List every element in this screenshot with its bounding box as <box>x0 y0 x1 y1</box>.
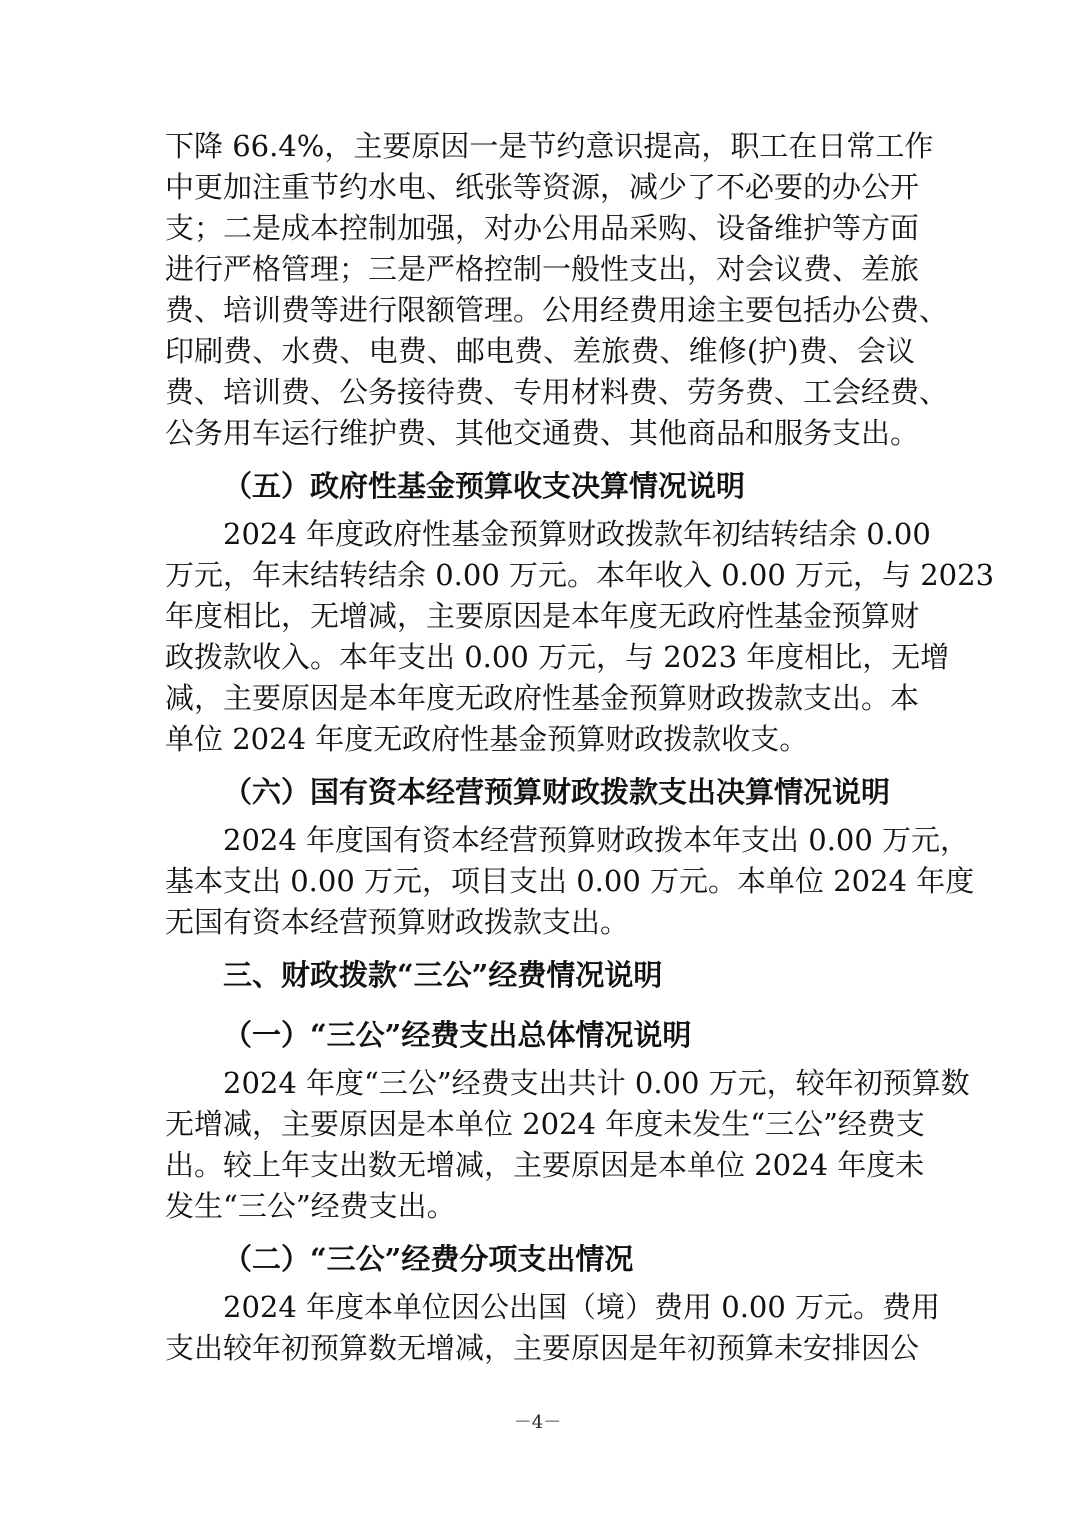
text-line: 2024 年度本单位因公出国（境）费用 0.00 万元。费用 <box>223 1290 941 1324</box>
text-line: 支；二是成本控制加强，对办公用品采购、设备维护等方面 <box>165 211 920 245</box>
paragraph-three-public-overall <box>165 1063 970 1227</box>
text-line: 2024 年度国有资本经营预算财政拨本年支出 0.00 万元， <box>223 823 970 857</box>
text-line: 发生“三公”经费支出。 <box>165 1189 456 1223</box>
paragraph-three-public-items <box>165 1287 941 1369</box>
paragraph-government-fund <box>165 514 995 760</box>
text-line: 费、培训费等进行限额管理。公用经费用途主要包括办公费、 <box>165 293 949 327</box>
text-line: 基本支出 0.00 万元，项目支出 0.00 万元。本单位 2024 年度 <box>165 864 975 898</box>
part-heading-three-public: 三、财政拨款“三公”经费情况说明 <box>223 958 663 992</box>
section-heading-three-public-overall: （一）“三公”经费支出总体情况说明 <box>223 1018 692 1052</box>
text-line: 单位 2024 年度无政府性基金预算财政拨款收支。 <box>165 722 809 756</box>
text-line: 2024 年度政府性基金预算财政拨款年初结转结余 0.00 <box>223 517 931 551</box>
text-line: 政拨款收入。本年支出 0.00 万元，与 2023 年度相比，无增 <box>165 640 950 674</box>
paragraph-public-funds <box>165 126 949 454</box>
text-line: 印刷费、水费、电费、邮电费、差旅费、维修(护)费、会议 <box>165 334 915 368</box>
text-line: 公务用车运行维护费、其他交通费、其他商品和服务支出。 <box>165 416 920 450</box>
paragraph-state-capital <box>165 820 975 943</box>
text-line: 中更加注重节约水电、纸张等资源，减少了不必要的办公开 <box>165 170 920 204</box>
text-line: 下降 66.4%，主要原因一是节约意识提高，职工在日常工作 <box>165 129 934 163</box>
text-line: 支出较年初预算数无增减，主要原因是年初预算未安排因公 <box>165 1331 920 1365</box>
document-page <box>165 126 995 1373</box>
text-line: 万元，年末结转结余 0.00 万元。本年收入 0.00 万元，与 2023 <box>165 558 995 592</box>
text-line: 2024 年度“三公”经费支出共计 0.00 万元，较年初预算数 <box>223 1066 970 1100</box>
text-line: 费、培训费、公务接待费、专用材料费、劳务费、工会经费、 <box>165 375 949 409</box>
text-line: 无国有资本经营预算财政拨款支出。 <box>165 905 630 939</box>
text-line: 进行严格管理；三是严格控制一般性支出，对会议费、差旅 <box>165 252 920 286</box>
section-heading-three-public-items: （二）“三公”经费分项支出情况 <box>223 1242 634 1276</box>
text-line: 年度相比，无增减，主要原因是本年度无政府性基金预算财 <box>165 599 920 633</box>
text-line: 无增减，主要原因是本单位 2024 年度未发生“三公”经费支 <box>165 1107 925 1141</box>
section-heading-government-fund: （五）政府性基金预算收支决算情况说明 <box>223 469 746 503</box>
text-line: 出。较上年支出数无增减，主要原因是本单位 2024 年度未 <box>165 1148 925 1182</box>
page-number: －4－ <box>513 1412 562 1433</box>
section-heading-state-capital: （六）国有资本经营预算财政拨款支出决算情况说明 <box>223 775 891 809</box>
text-line: 减，主要原因是本年度无政府性基金预算财政拨款支出。本 <box>165 681 920 715</box>
